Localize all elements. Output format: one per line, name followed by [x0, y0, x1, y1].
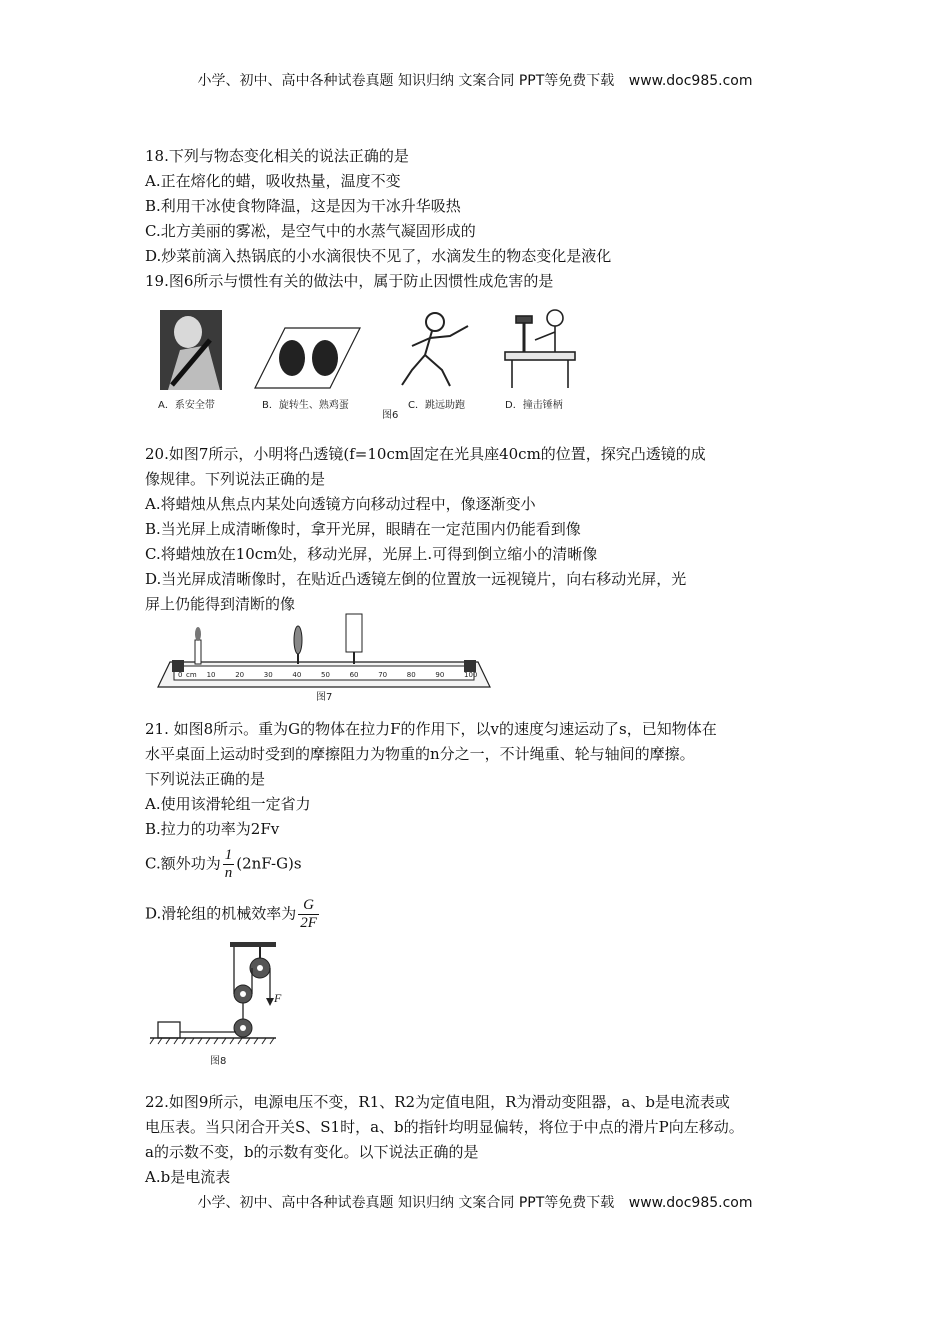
q21-option-c-prefix: C.额外功为: [145, 854, 221, 873]
q21-stem-line2: 水平桌面上运动时受到的摩擦阻力为物重的n分之一，不计绳重、轮与轴间的摩擦。: [145, 745, 695, 763]
figure-7-title: 图7: [316, 692, 333, 703]
q22-option-a: A.b是电流表: [145, 1168, 231, 1186]
q22-stem-line2: 电压表。当只闭合开关S、S1时，a、b的指针均明显偏转，将位于中点的滑片P向左移动。: [145, 1118, 744, 1136]
ruler-tick-label: cm: [186, 671, 197, 679]
figure-6-eggs: [255, 328, 360, 388]
q21-option-d: [145, 897, 321, 932]
header-url[interactable]: www.doc985.com: [628, 73, 753, 89]
q21-option-c-numerator: 1: [224, 847, 233, 863]
ruler-tick-label: 40: [292, 671, 302, 679]
figure-8-block: [158, 1022, 180, 1038]
figure-6-title: 图6: [382, 410, 399, 420]
footer-text: 小学、初中、高中各种试卷真题 知识归纳 文案合同 PPT等免费下载: [197, 1195, 615, 1211]
q19-stem: 19.图6所示与惯性有关的做法中，属于防止因惯性成危害的是: [145, 272, 554, 290]
q20-stem-line1: 20.如图7所示，小明将凸透镜(f=10cm固定在光具座40cm的位置，探究凸透镜的成: [145, 445, 706, 463]
q20-option-c: C.将蜡烛放在10cm处，移动光屏，光屏上.可得到倒立缩小的清晰像: [145, 545, 598, 563]
q21-option-d-numerator: G: [298, 897, 319, 915]
ruler-tick-label: 50: [321, 671, 330, 679]
q21-option-d-denominator: 2F: [300, 915, 317, 931]
q21-option-b: B.拉力的功率为2Fv: [145, 820, 280, 838]
footer-url[interactable]: www.doc985.com: [628, 1195, 753, 1211]
figure-7-candle: [195, 627, 201, 664]
q18-option-c: C.北方美丽的雾凇，是空气中的水蒸气凝固形成的: [145, 222, 476, 240]
figure-8-fixed-pulley: [250, 958, 270, 978]
page-footer: [0, 1192, 950, 1212]
q21-option-c-fraction: [223, 847, 235, 882]
figure-8-movable-pulley: [234, 985, 252, 1003]
q20-option-b: B.当光屏上成清晰像时，拿开光屏，眼睛在一定范围内仍能看到像: [145, 520, 581, 538]
figure-7-screen: [346, 614, 362, 664]
figure-7-optical-bench: [148, 612, 500, 704]
figure-6-caption-d: D．撞击锤柄: [505, 400, 563, 411]
ruler-tick-label: 90: [435, 671, 445, 679]
figure-8-title: 图8: [210, 1056, 227, 1067]
ruler-tick-label: 10: [206, 671, 216, 679]
figure-7-lens: [294, 626, 302, 664]
figure-8-force-label: F: [274, 991, 282, 1005]
q21-option-c: [145, 847, 302, 882]
page-header: [0, 70, 950, 90]
ruler-tick-label: 20: [235, 671, 245, 679]
figure-6: [150, 300, 590, 420]
ruler-tick-label: 80: [406, 671, 416, 679]
figure-6-caption-a: A．系安全带: [158, 400, 215, 411]
q20-option-d-line2: 屏上仍能得到清断的像: [145, 595, 296, 613]
q18-stem: 18.下列与物态变化相关的说法正确的是: [145, 147, 409, 165]
q22-stem-line3: a的示数不变，b的示数有变化。以下说法正确的是: [145, 1143, 479, 1161]
q22-stem-line1: 22.如图9所示，电源电压不变，R1、R2为定值电阻，R为滑动变阻器，a、b是电流表或: [145, 1093, 730, 1111]
q21-option-d-fraction: [298, 897, 319, 932]
q21-option-c-denominator: n: [224, 865, 233, 881]
q20-option-d-line1: D.当光屏成清晰像时，在贴近凸透镜左倒的位置放一远视镜片，向右移动光屏，光: [145, 570, 687, 588]
q20-option-a: A.将蜡烛从焦点内某处向透镜方向移动过程中，像逐渐变小: [145, 495, 536, 513]
figure-6-hammer: [505, 310, 575, 388]
q21-option-c-suffix: (2nF-G)s: [236, 854, 302, 873]
q18-option-a: A.正在熔化的蜡，吸收热量，温度不变: [145, 172, 401, 190]
q21-option-d-prefix: D.滑轮组的机械效率为: [145, 904, 297, 923]
q20-stem-line2: 像规律。下列说法正确的是: [145, 470, 326, 488]
q18-option-b: B.利用干冰使食物降温，这是因为干冰升华吸热: [145, 197, 461, 215]
q18-option-d: D.炒菜前滴入热锅底的小水滴很快不见了，水滴发生的物态变化是液化: [145, 247, 612, 265]
q21-stem-line1: 21. 如图8所示。重为G的物体在拉力F的作用下，以v的速度匀速运动了s，已知物体在: [145, 720, 717, 738]
figure-6-caption-b: B．旋转生、熟鸡蛋: [262, 400, 349, 411]
figure-6-runner: [402, 313, 468, 386]
ruler-tick-label: 30: [263, 671, 273, 679]
ruler-tick-label: 60: [349, 671, 359, 679]
figure-8-pulley-system: [148, 940, 288, 1070]
ruler-tick-label: 70: [378, 671, 388, 679]
figure-8-ground-pulley: [234, 1019, 252, 1037]
q21-option-a: A.使用该滑轮组一定省力: [145, 795, 311, 813]
figure-6-caption-c: C．跳远助跑: [408, 400, 465, 411]
ruler-tick-label: 0: [178, 671, 183, 679]
header-text: 小学、初中、高中各种试卷真题 知识归纳 文案合同 PPT等免费下载: [197, 73, 615, 89]
figure-6-seatbelt-photo: [160, 310, 222, 390]
ruler-tick-label: 100: [464, 671, 478, 679]
q21-stem-line3: 下列说法正确的是: [145, 770, 266, 788]
